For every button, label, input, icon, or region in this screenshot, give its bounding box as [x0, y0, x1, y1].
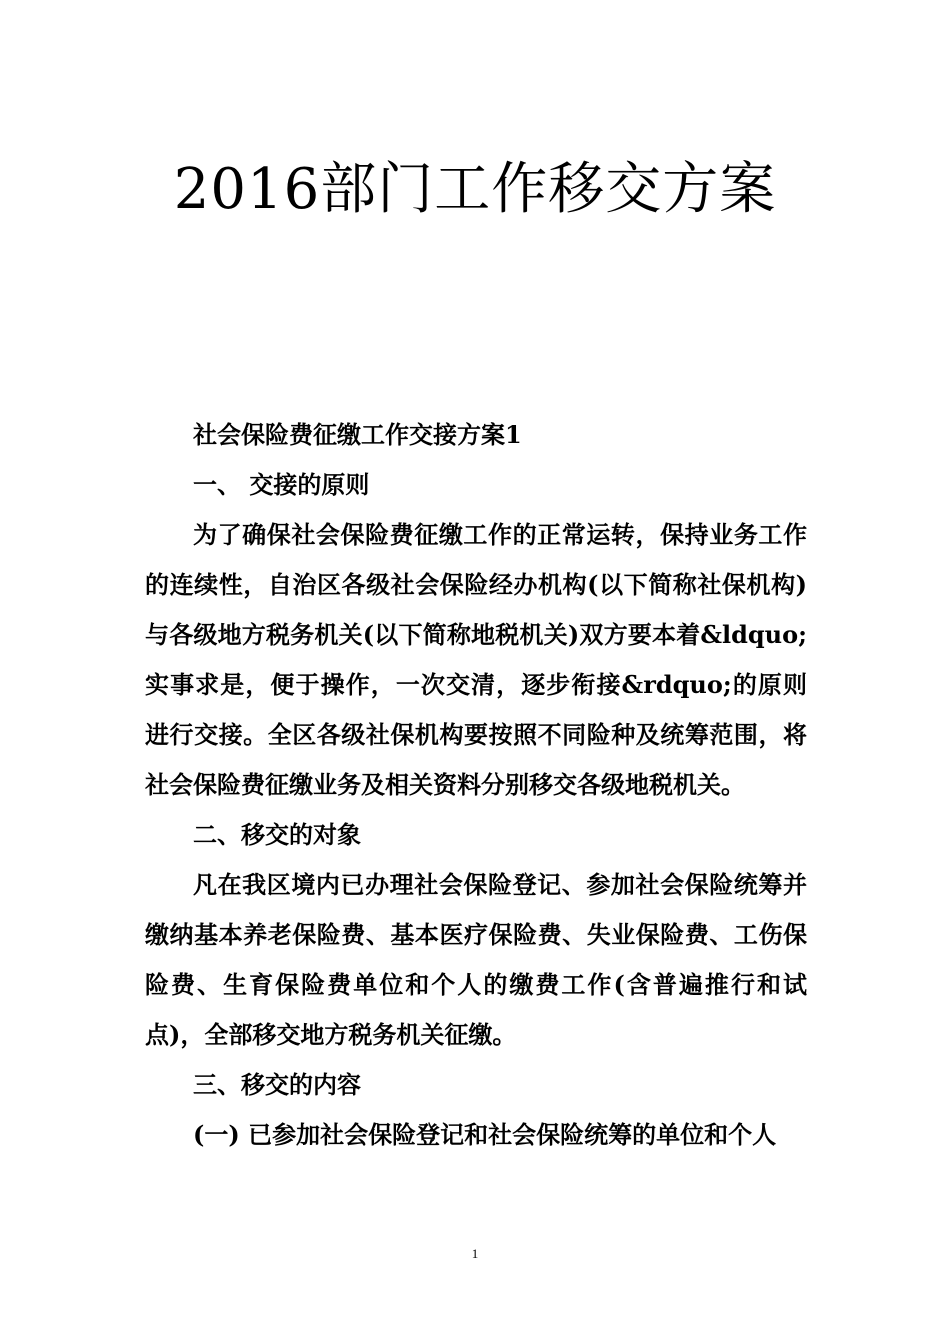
section-heading-1: 一、 交接的原则 [193, 470, 370, 499]
section-heading-2: 二、移交的对象 [193, 820, 361, 849]
document-title: 2016部门工作移交方案 [173, 157, 777, 222]
subtitle-paragraph: 社会保险费征缴工作交接方案1 [193, 420, 522, 449]
page-number: 1 [471, 1246, 479, 1261]
body-paragraph-3: (一) 已参加社会保险登记和社会保险统筹的单位和个人 [193, 1120, 777, 1149]
body-paragraph-1: 为了确保社会保险费征缴工作的正常运转，保持业务工作的连续性，自治区各级社会保险经办机构(以下简称社保机构)与各级地方税务机关(以下简称地税机关)双方要本着&ldquo;实事求是，便于操作，一次交清，逐步衔接&rdquo;的原则进行交接。全区各级社保机构要按照不同险种及统筹范围，将社会保险费征缴业务及相关资料分别移交各级地税机关。 [145, 520, 807, 799]
section-heading-3: 三、移交的内容 [193, 1070, 361, 1099]
body-paragraph-2: 凡在我区境内已办理社会保险登记、参加社会保险统筹并缴纳基本养老保险费、基本医疗保险费、失业保险费、工伤保险费、生育保险费单位和个人的缴费工作(含普遍推行和试点)，全部移交地方税务机关征缴。 [145, 870, 807, 1049]
document-body [145, 410, 807, 1160]
